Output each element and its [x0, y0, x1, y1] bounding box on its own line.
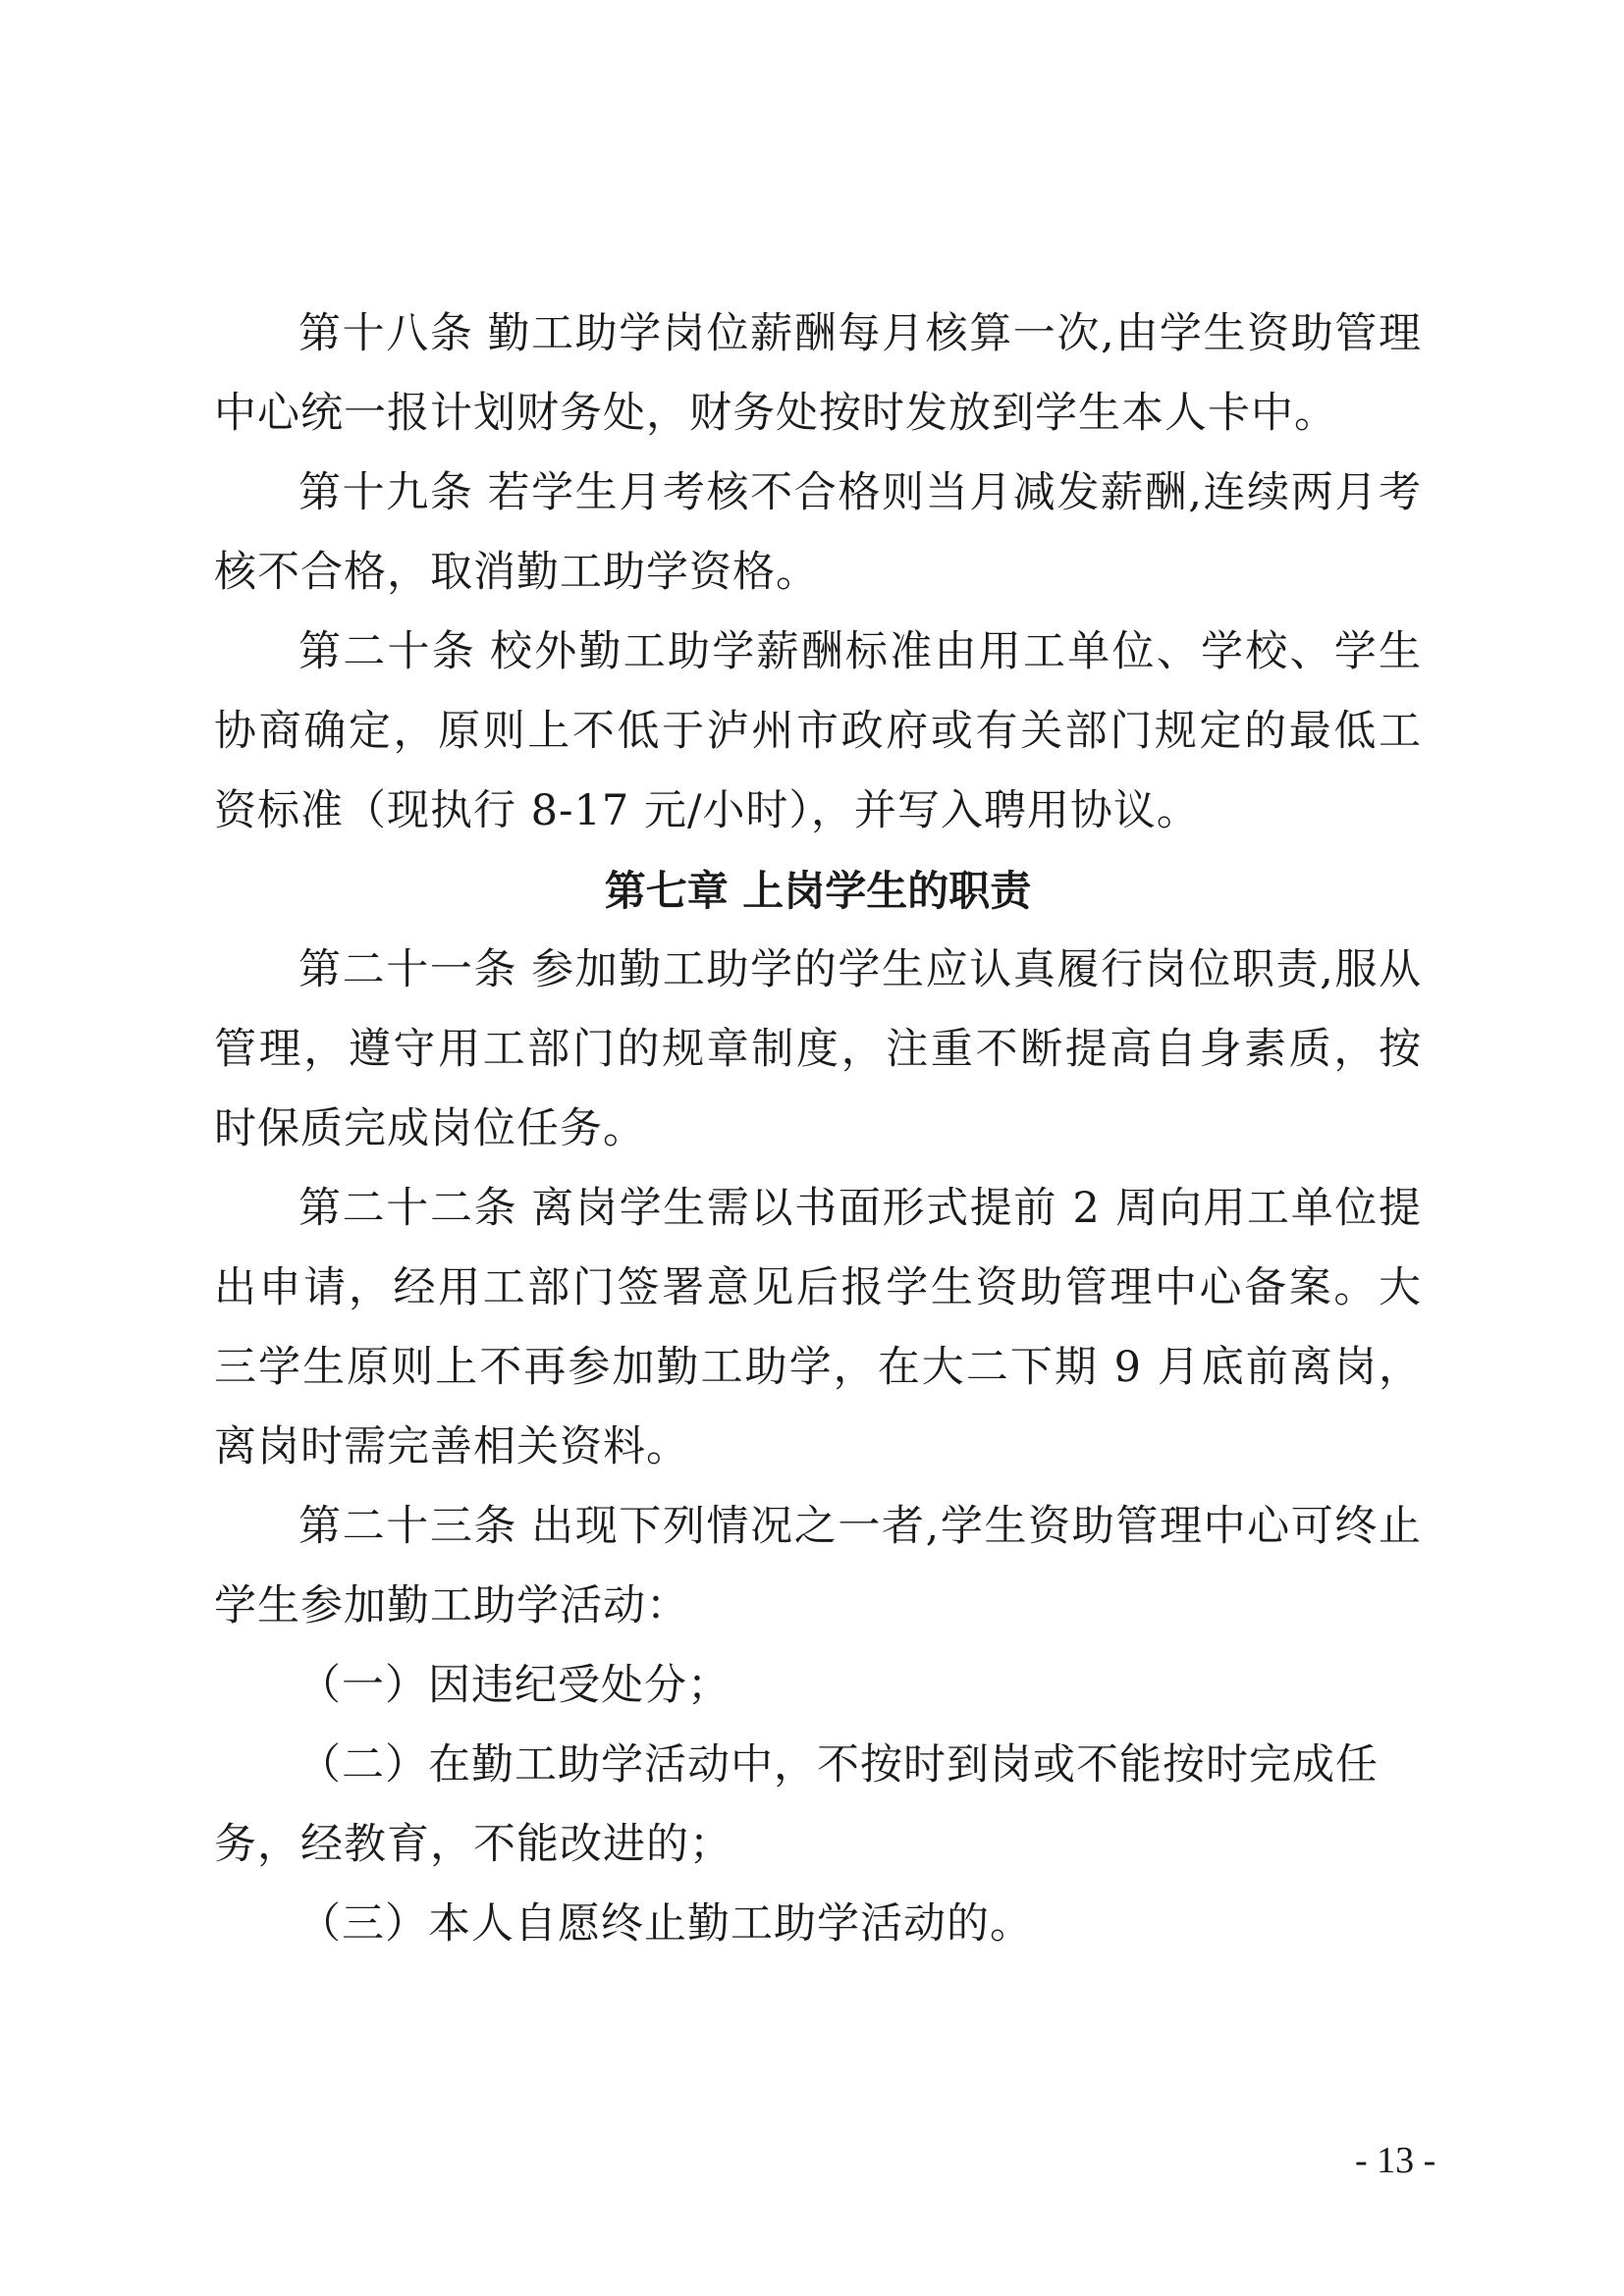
article-text: 勤工助学岗位薪酬每月核算一次,由学生资助管理中心统一报计划财务处，财务处按时发放到学生本人卡中。: [214, 309, 1422, 438]
article-label: 第二十条: [298, 627, 476, 676]
article-text: 出现下列情况之一者,学生资助管理中心可终止学生参加勤工助学活动：: [214, 1502, 1423, 1630]
article-18: [214, 294, 1422, 454]
chapter-heading: 第七章 上岗学生的职责: [604, 867, 1032, 915]
article-text: 参加勤工助学的学生应认真履行岗位职责,服从管理，遵守用工部门的规章制度，注重不断提高自身素质，按时保质完成岗位任务。: [214, 945, 1423, 1153]
article-label: 第二十二条: [298, 1184, 518, 1233]
page-number: - 13 -: [1355, 2140, 1436, 2181]
article-22: [214, 1169, 1422, 1487]
article-21: [214, 931, 1422, 1169]
article-text: 离岗学生需以书面形式提前 2 周向用工单位提出申请，经用工部门签署意见后报学生资助管理中心备案。大三学生原则上不再参加勤工助学，在大二下期 9 月底前离岗，离岗时需完善相关资料。: [214, 1184, 1422, 1471]
article-20: [214, 613, 1422, 851]
list-item: （三）本人自愿终止勤工助学活动的。: [298, 1899, 1033, 1949]
article-label: 第十九条: [298, 468, 474, 517]
article-23: [214, 1487, 1422, 1646]
article-text: 校外勤工助学薪酬标准由用工单位、学校、学生协商确定，原则上不低于泸州市政府或有关部门规定的最低工资标准（现执行 8-17 元/小时），并写入聘用协议。: [214, 627, 1422, 835]
article-label: 第二十一条: [298, 945, 518, 994]
list-item: （二）在勤工助学活动中，不按时到岗或不能按时完成任务，经教育，不能改进的；: [214, 1740, 1379, 1869]
article-19: [214, 454, 1422, 613]
article-label: 第十八条: [298, 309, 474, 358]
document-body: [214, 294, 1422, 1964]
article-label: 第二十三条: [298, 1502, 518, 1551]
article-text: 若学生月考核不合格则当月减发薪酬,连续两月考核不合格，取消勤工助学资格。: [214, 468, 1422, 597]
list-item: （一）因违纪受处分；: [298, 1661, 731, 1710]
